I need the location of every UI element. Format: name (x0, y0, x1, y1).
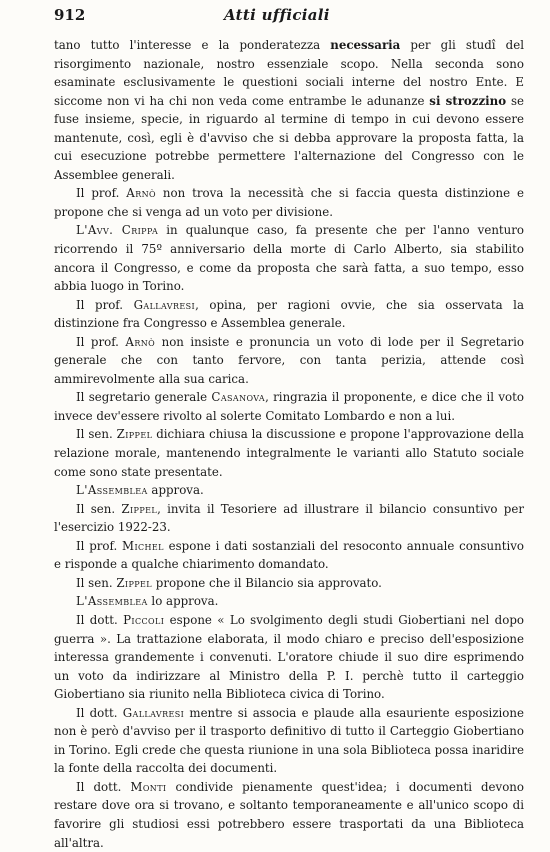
text-run: , ringrazia il proponente, e dice che il voto invece dev'essere rivolto al solerte Comitato Lombardo e non a lui. (54, 390, 524, 423)
text-run: necessaria (330, 38, 401, 52)
page-header (54, 6, 524, 36)
paragraph (54, 184, 524, 221)
text-run: Il dott. (76, 612, 124, 627)
text-run: non insiste e pronuncia un voto di lode per il Segretario generale che con tanto fervore, con tanta perizia, attende così ammirevolmente alla sua carica. (54, 334, 525, 386)
paragraph (54, 296, 524, 333)
text-run: mentre si associa e plaude alla esauriente esposizione non è però d'avviso per il trasporto definitivo di tutto il Carteggio Giobertiano in Torino. Egli crede che questa riunione in una sola Biblioteca possa inaridire la fonte della raccolta dei documenti. (54, 705, 524, 776)
text-run: Il prof. (76, 334, 126, 349)
speaker-name: Piccoli (123, 612, 165, 627)
text-run: Il sen. (76, 427, 117, 442)
page-number: 912 (54, 6, 86, 24)
speaker-name: Arnò (126, 186, 156, 201)
speaker-name: L'Avv. Crippa (76, 223, 159, 238)
text-run: propone che il Bilancio sia approvato. (152, 575, 382, 590)
speaker-name: L'Assemblea (76, 594, 148, 609)
paragraph (54, 481, 524, 500)
text-run: non trova la necessità che si faccia questa distinzione e propone che si venga ad un voto per divisione. (54, 186, 524, 219)
text-run: approva. (147, 483, 204, 498)
speaker-name: L'Assemblea (76, 483, 148, 498)
speaker-name: Zippel (116, 427, 153, 442)
paragraph (54, 592, 524, 611)
speaker-name: Monti (130, 779, 167, 794)
paragraph (54, 333, 524, 389)
speaker-name: Zippel (121, 501, 158, 516)
speaker-name: Casanova (211, 390, 266, 405)
text-run: dichiara chiusa la discussione e propone l'approvazione della relazione morale, mantenendo integralmente le varianti allo Statuto sociale come sono state presentate. (54, 427, 524, 479)
text-run: se fuse insieme, specie, in riguardo al termine di tempo in cui devono essere mantenute, così, egli è d'avviso che si debba approvare la proposta fatta, la cui esecuzione potrebbe permettere l'alternazione del Congresso con le Assemblee generali. (54, 93, 524, 182)
text-run: , invita il Tesoriere ad illustrare il bilancio consuntivo per l'esercizio 1922-23. (54, 501, 524, 535)
text-run: Il prof. (76, 297, 134, 312)
speaker-name: Gallavresi (122, 705, 185, 720)
text-run: Il prof. (76, 186, 127, 201)
text-run: Il segretario generale (76, 390, 212, 405)
document-body (54, 36, 524, 852)
paragraph (54, 537, 524, 574)
text-run: condivide pienamente quest'idea; i documenti devono restare dove ora si trovano, e soltanto temporaneamente e all'unico scopo di favorire gli studiosi essi potrebbero essere trasportati da una Biblioteca all'altra. (54, 779, 524, 850)
paragraph (54, 425, 524, 481)
text-run: lo approva. (147, 594, 219, 609)
paragraph (54, 704, 524, 778)
text-run: Il prof. (76, 538, 122, 553)
paragraph (54, 36, 524, 184)
text-run: tano tutto l'interesse e la ponderatezza (54, 38, 331, 52)
speaker-name: Zippel (116, 575, 153, 590)
paragraph (54, 221, 524, 295)
speaker-name: Gallavresi (133, 297, 196, 312)
text-run: Il dott. (76, 705, 123, 720)
text-run: , opina, per ragioni ovvie, che sia osservata la distinzione fra Congresso e Assemblea generale. (54, 297, 524, 331)
text-run: Il sen. (76, 501, 122, 516)
speaker-name: Arnò (125, 334, 156, 349)
text-run: si strozzino (429, 93, 507, 108)
text-run: espone « Lo svolgimento degli studi Giobertiani nel dopo guerra ». La trattazione elaborata, il modo chiaro e preciso dell'esposizione interessa grandemente i convenuti. L'oratore chiude il suo dire esprimendo un voto da indirizzare al Ministro della P. I. perchè tutto il carteggio Giobertiano sia riunito nella Biblioteca civica di Torino. (54, 612, 524, 702)
text-run: per gli studî del risorgimento nazionale, nostro essenziale scopo. Nella seconda sono esaminate esclusivamente le questioni sociali interne del nostro Ente. E siccome non vi ha chi non veda come entrambe le adunanze (54, 38, 524, 108)
paragraph (54, 778, 524, 852)
paragraph (54, 500, 524, 537)
running-head: Atti ufficiali (224, 6, 330, 24)
paragraph (54, 388, 524, 425)
speaker-name: Michel (121, 538, 164, 553)
text-run: Il sen. (76, 575, 117, 590)
text-run: in qualunque caso, fa presente che per l'anno venturo ricorrendo il 75º anniversario della morte di Carlo Alberto, sia stabilito ancora il Congresso, e come da proposta che sarà fatta, a suo tempo, esso abbia luogo in Torino. (54, 223, 525, 294)
text-run: espone i dati sostanziali del resoconto annuale consuntivo e risponde a qualche chiarimento domandato. (54, 538, 524, 572)
paragraph (54, 574, 524, 593)
paragraph (54, 611, 524, 704)
text-run: Il dott. (76, 779, 131, 794)
